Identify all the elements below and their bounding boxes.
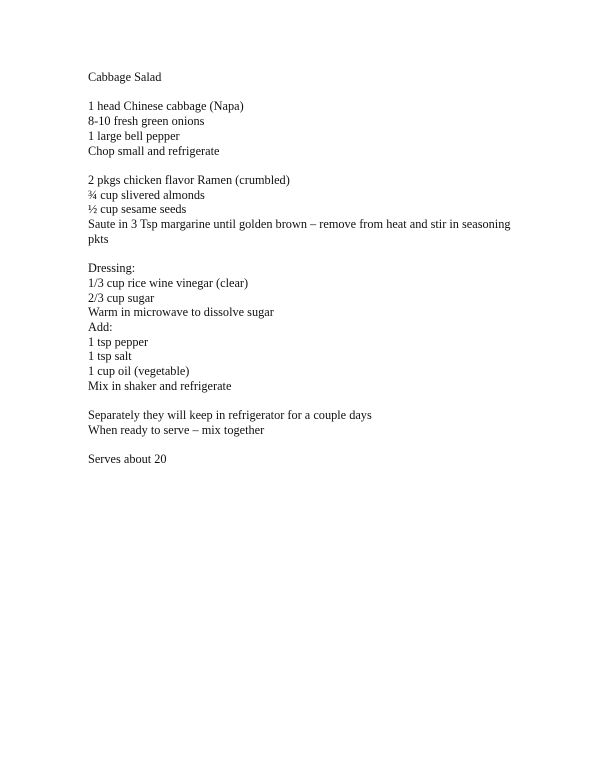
recipe-title: Cabbage Salad [88,70,162,84]
serves-note: Serves about 20 [88,452,167,467]
ingredient-line: 2 pkgs chicken flavor Ramen (crumbled) [88,172,290,187]
topping-ingredients [88,173,518,247]
dressing-section [88,261,518,393]
dressing-heading: Dressing: [88,261,136,276]
ingredient-line: 1/3 cup rice wine vinegar (clear) [88,275,249,290]
ingredient-line: 1 large bell pepper [88,128,180,143]
recipe-document [88,70,518,467]
instruction-line: Mix in shaker and refrigerate [88,378,232,393]
ingredient-line: ¾ cup slivered almonds [88,187,205,202]
ingredient-line: 1 tsp salt [88,349,132,364]
ingredient-line: 1 cup oil (vegetable) [88,364,190,379]
ingredient-line: 1 tsp pepper [88,334,149,349]
add-heading: Add: [88,319,113,334]
paragraph-gap [88,246,518,261]
paragraph-gap [88,158,518,173]
instruction-line: Saute in 3 Tsp margarine until golden brown – remove from heat and stir in seasoning pkts [88,217,511,246]
storage-notes [88,408,518,437]
note-line: Separately they will keep in refrigerator for a couple days [88,408,372,423]
ingredient-line: ½ cup sesame seeds [88,202,187,217]
ingredient-line: 8-10 fresh green onions [88,114,205,129]
ingredient-line: 2/3 cup sugar [88,290,155,305]
paragraph-gap [88,85,518,100]
paragraph-gap [88,393,518,408]
paragraph-gap [88,438,518,453]
note-line: When ready to serve – mix together [88,422,265,437]
salad-ingredients [88,99,518,158]
instruction-line: Warm in microwave to dissolve sugar [88,305,274,320]
instruction-line: Chop small and refrigerate [88,143,220,158]
ingredient-line: 1 head Chinese cabbage (Napa) [88,99,244,114]
